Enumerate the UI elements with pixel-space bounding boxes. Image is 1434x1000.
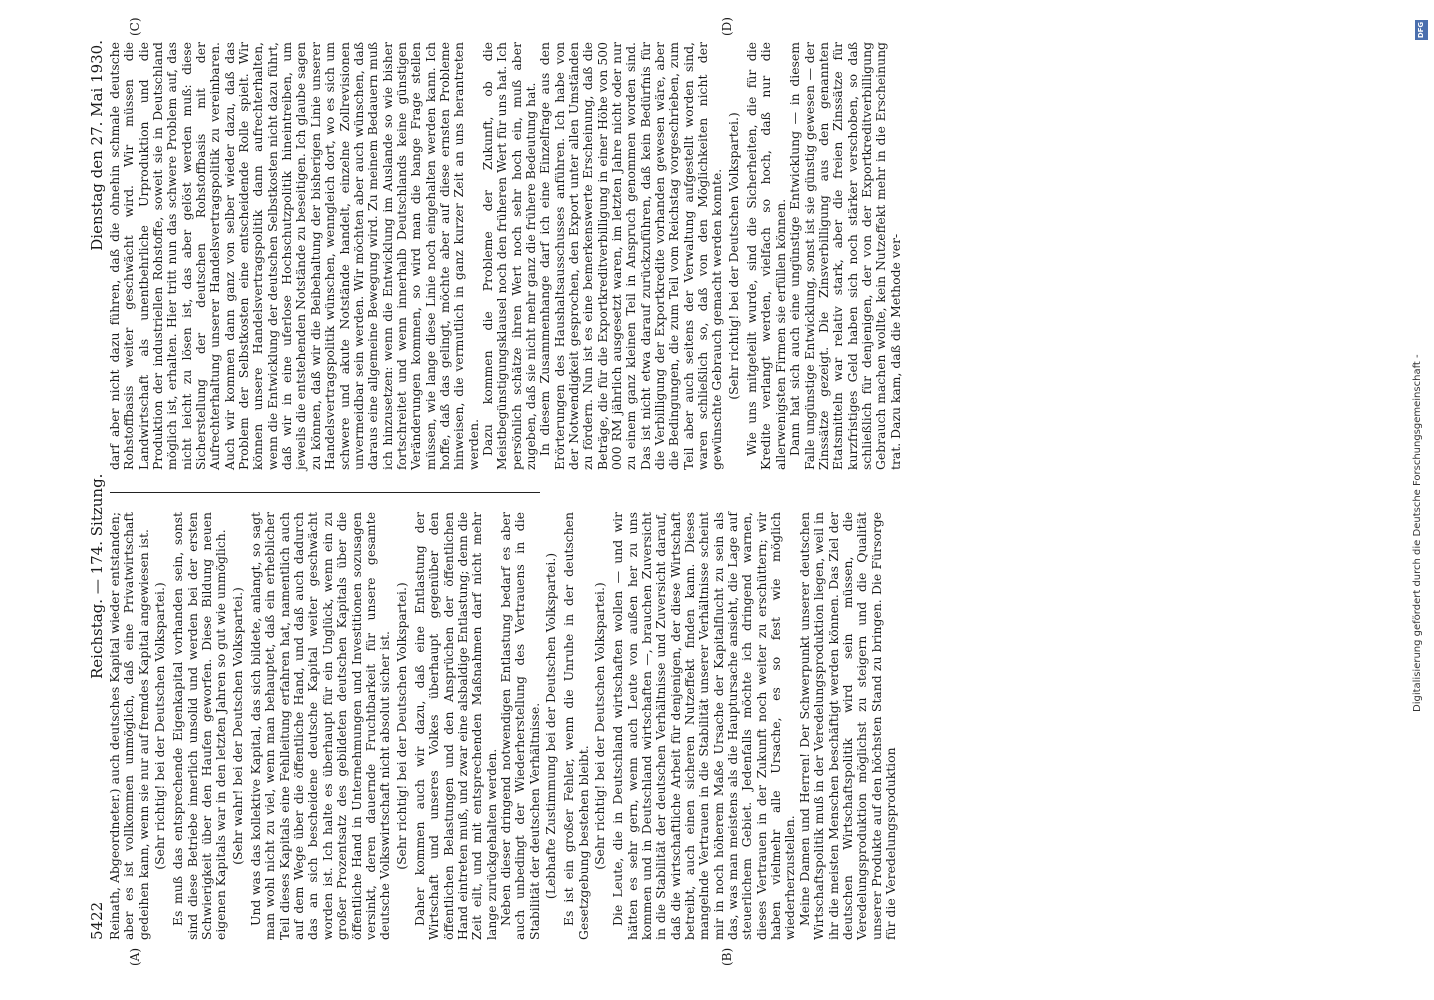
paragraph: Daher kommen auch wir dazu, daß eine Entlastung der Wirtschaft und unseres Volkes überhaupt gegenüber den öffentlichen Belastungen und den Ansprüchen der öffentlichen Hand eintreten muß, und zwar eine alsbaldige Entlastung; denn die Zeit eilt, und mit entsprechenden Maßnahmen darf nicht mehr lange zurückgehalten werden. (411, 512, 499, 940)
margin-mark-a: (A) (128, 947, 142, 966)
paragraph: Und was das kollektive Kapital, das sich bildete, anlangt, so sagt man wohl nicht zu viel, wenn man behauptet, daß ein erheblicher Teil dieses Kapitals eine Fehlleitung erfahren hat, namentlich auch auf dem Wege über die öffentliche Hand, und daß auch dadurch das an sich bescheidene deutsche Kapital weiter geschwächt worden ist. Ich halte es überhaupt für ein Unglück, wenn ein zu großer Prozentsatz des gebildeten deutschen Kapitals über die öffentliche Hand in Unternehmungen und Investitionen sozusagen versinkt, deren dauernde Fruchtbarkeit für unsere gesamte deutsche Volkswirtschaft nicht absolut sicher ist. (248, 512, 393, 940)
paragraph: In diesem Zusammenhange darf ich eine Einzelfrage aus den Erörterungen des Haushaltsausschusses anführen. Ich habe von der Notwendigkeit gesprochen, den Export unter allen Umständen zu fördern. Nun ist es eine bemerkenswerte Erscheinung, daß die Beträge, die für die Exportkreditverbilligung in einer Höhe von 500 000 RM jährlich ausgesetzt waren, im letzten Jahre nicht oder nur zu einem ganz kleinen Teil in Anspruch genommen worden sind. Das ist nicht etwa darauf zurückzuführen, daß kein Bedürfnis für die Verbilligung der Exportkredite vorhanden gewesen wäre, aber die Bedingungen, die zum Teil vom Reichstag vorgeschrieben, zum Teil aber auch seitens der Verwaltung aufgestellt worden sind, waren schließlich so, daß von den Möglichkeiten nicht der gewünschte Gebrauch gemacht werden konnte. (537, 42, 725, 470)
paragraph: Es ist ein großer Fehler, wenn die Unruhe in der deutschen Gesetzgebung bestehen bleibt. (561, 512, 591, 940)
paragraph: Reinath, Abgeordneter.) auch deutsches Kapital wieder entstanden; aber es ist vollkommen unmöglich, daß eine Privatwirtschaft gedeihen kann, wenn sie nur auf fremdes Kapital angewiesen ist. (107, 512, 151, 940)
paragraph: (Sehr richtig! bei der Deutschen Volkspartei.) (393, 582, 409, 870)
session-date: Dienstag den 27. Mai 1930. (87, 40, 106, 251)
credit-text: Digitalisierung gefördert durch die Deutsche Forschungsgemeinschaft - (1412, 354, 1423, 712)
column-rule (110, 492, 540, 493)
paragraph: (Sehr wahr! bei der Deutschen Volkspartei.) (229, 587, 245, 865)
paragraph: (Lebhafte Zustimmung bei der Deutschen Volkspartei.) (542, 552, 558, 900)
paragraph: (Sehr richtig! bei der Deutschen Volkspartei.) (592, 582, 607, 870)
paragraph: Dann hat sich auch eine ungünstige Entwicklung — in diesem Falle ungünstige Entwicklung, sonst ist sie günstig gewesen — der Zinssätze gezeigt. Die Zinsverbilligung aus den genannten Etatsmitteln war relativ stark, aber die freien Zinssätze für kurzfristiges Geld haben sich noch stärker verschoben, so daß schließlich für denjenigen, der von der Exportkreditverbilligung Gebrauch machen wollte, kein Nutzeffekt mehr in die Erscheinung trat. Dazu kam, daß die Methode ver- (787, 42, 903, 470)
paragraph: darf aber nicht dazu führen, daß die ohnehin schmale deutsche Rohstoffbasis weiter geschwächt wird. Wir müssen die Landwirtschaft als unentbehrliche Urproduktion und die Produktion der industriellen Rohstoffe, soweit sie in Deutschland möglich ist, erhalten. Hier tritt nun das schwere Problem auf, das nicht leicht zu lösen ist, das aber gelöst werden muß: diese Sicherstellung der deutschen Rohstoffbasis mit der Aufrechterhaltung unserer Handelsvertragspolitik zu vereinbaren. Auch wir kommen dann ganz von selber wieder dazu, daß das Problem der Selbstkosten eine entscheidende Rolle spielt. Wir können unsere Handelsvertragspolitik dann aufrechterhalten, wenn die Entwicklung der deutschen Selbstkosten nicht dazu führt, daß wir in eine uferlose Hochschutzpolitik hineintreiben, um jeweils die entstehenden Notstände zu beseitigen. Ich glaube sagen zu können, daß wir die Beibehaltung der bisherigen Linie unserer Handelsvertragspolitik wünschen, wenngleich dort, wo es sich um schwere und akute Notstände handelt, einzelne Zollrevisionen unvermeidbar sein werden. Wir möchten aber auch wünschen, daß daraus eine allgemeine Bewegung wird. Zu meinem Bedauern muß ich hinzusetzen: wenn die Entwicklung im Auslande so wie bisher fortschreitet und wenn innerhalb Deutschlands keine günstigen Veränderungen kommen, so wird man die bange Frage stellen müssen, wie lange diese Linie noch eingehalten werden kann. Ich hoffe, daß das gelingt, möchte aber auf diese ernsten Probleme hinweisen, die vermutlich in ganz kurzer Zeit an uns herantreten werden. (107, 42, 481, 470)
paragraph: Dazu kommen die Probleme der Zukunft, ob die Meistbegünstigungsklausel noch den früheren Wert für uns hat. Ich persönlich schätze ihren Wert noch sehr hoch ein, muß aber zugeben, daß sie nicht mehr ganz die frühere Bedeutung hat. (479, 42, 538, 470)
paragraph: Neben dieser dringend notwendigen Entlastung bedarf es aber auch unbedingt der Wiederherstellung des Vertrauens in die Stabilität der deutschen Verhältnisse. (497, 512, 542, 940)
paragraph: Wie uns mitgeteilt wurde, sind die Sicherheiten, die für die Kredite verlangt werden, vielfach so hoch, daß nur die allerwenigsten Firmen sie erfüllen können. (744, 42, 788, 470)
paragraph: Die Leute, die in Deutschland wirtschaften wollen — und wir hätten es sehr gern, wenn auch Leute von außen her zu uns kommen und in Deutschland wirtschaften —, brauchen Zuversicht in die Stabilität der deutschen Verhältnisse und Zuversicht darauf, daß die wirtschaftliche Arbeit für denjenigen, der diese Wirtschaft betreibt, auch einen sicheren Nutzeffekt finden kann. Dieses mangelnde Vertrauen in die Stabilität unserer Verhältnisse scheint mir in noch höherem Maße Ursache der Kapitalflucht zu sein als das, was man meistens als die Hauptursache ansieht, die Lage auf steuerlichem Gebiet. Jedenfalls möchte ich dringend warnen, dieses Vertrauen in der Zukunft noch weiter zu erschüttern; wir haben vielmehr alle Ursache, es so fest wie möglich wiederherzustellen. (610, 512, 798, 940)
dfg-logo: DFG (1415, 20, 1428, 40)
margin-mark-b: (B) (720, 947, 734, 966)
paragraph: (Sehr richtig! bei der Deutschen Volkspartei.) (725, 112, 741, 400)
session-title: Reichstag. — 174. Sitzung. (87, 473, 106, 680)
paragraph: Es muß das entsprechende Eigenkapital vorhanden sein, sonst sind diese Betriebe innerlich unsolid und werden bei der ersten Schwierigkeit über den Haufen geworfen. Diese Bildung neuen eigenen Kapitals war in den letzten Jahren so gut wie unmöglich. (170, 512, 229, 940)
paragraph: (Sehr richtig! bei der Deutschen Volkspartei.) (152, 582, 168, 870)
text-column-left (108, 512, 898, 940)
page-number: 5422 (87, 901, 106, 940)
paragraph: Meine Damen und Herren! Der Schwerpunkt unserer deutschen Wirtschaftspolitik muß in der Veredelungsproduktion liegen, weil in ihr die meisten Menschen beschäftigt werden können. Das Ziel der deutschen Wirtschaftspolitik wird sein müssen, die Veredelungsproduktion möglichst zu steigern und die Qualität unserer Produkte auf den höchsten Stand zu bringen. Die Fürsorge für die Veredelungsproduktion (796, 512, 898, 940)
margin-mark-c: (C) (128, 17, 142, 36)
rotated-page-content (80, 17, 1410, 966)
digitization-credit (1412, 12, 1432, 712)
page-header (80, 40, 104, 940)
margin-mark-d: (D) (720, 17, 734, 36)
text-column-right (108, 42, 903, 470)
